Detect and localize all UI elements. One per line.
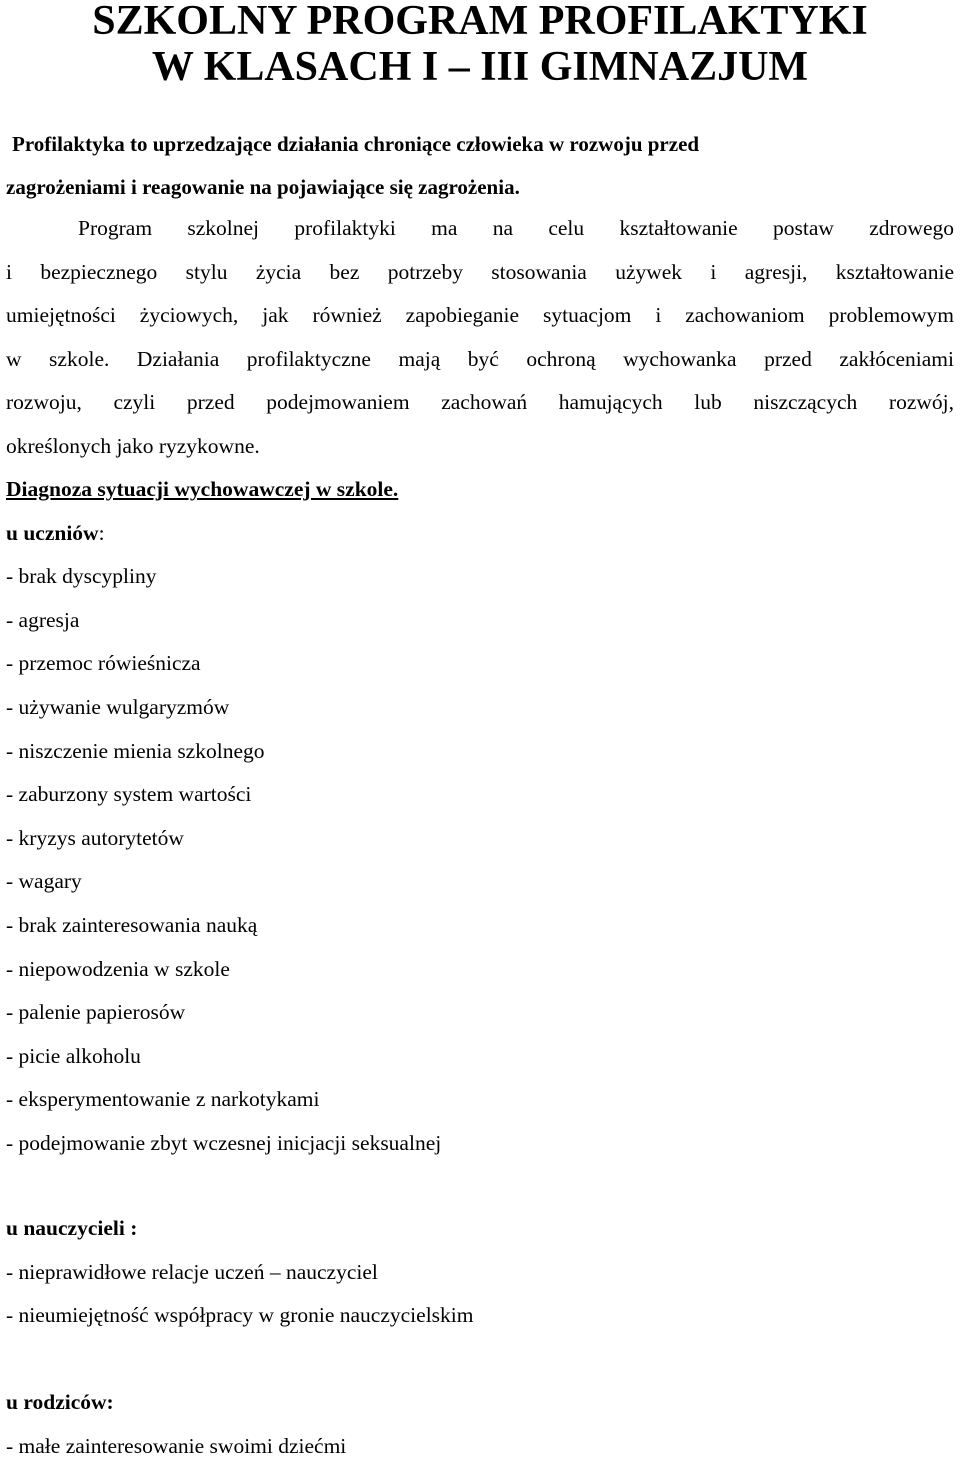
paragraph-line: umiejętności życiowych, jak również zapobieganie sytuacjom i zachowaniom problemowym	[6, 303, 954, 328]
students-label: u uczniów	[6, 520, 99, 545]
list-item: - palenie papierosów	[6, 1000, 186, 1025]
diagnosis-heading: Diagnoza sytuacji wychowawczej w szkole.	[6, 477, 399, 501]
list-item: - przemoc rówieśnicza	[6, 651, 201, 676]
paragraph-line: Program szkolnej profilaktyki ma na celu kształtowanie postaw zdrowego	[78, 216, 954, 240]
title-line-2: W KLASACH I – III GIMNAZJUM	[151, 44, 809, 90]
teachers-subheading: u nauczycieli :	[6, 1216, 138, 1240]
list-item: - wagary	[6, 869, 82, 894]
list-item: - zaburzony system wartości	[6, 782, 252, 807]
diagnosis-section	[6, 468, 441, 1166]
list-item: - używanie wulgaryzmów	[6, 694, 230, 719]
list-item: - agresja	[6, 607, 80, 632]
title-line-1: SZKOLNY PROGRAM PROFILAKTYKI	[92, 0, 868, 44]
list-item: - picie alkoholu	[6, 1043, 141, 1068]
list-item: - niepowodzenia w szkole	[6, 956, 230, 981]
program-paragraph	[6, 207, 954, 469]
intro-line-2: zagrożeniami i reagowanie na pojawiające się zagrożenia.	[6, 175, 520, 199]
intro-definition	[6, 123, 954, 209]
students-subheading	[6, 512, 441, 556]
list-item: - kryzys autorytetów	[6, 825, 184, 850]
document-title	[0, 0, 960, 90]
paragraph-line: w szkole. Działania profilaktyczne mają być ochroną wychowanka przed zakłóceniami	[6, 346, 954, 371]
students-label-colon: :	[98, 520, 105, 545]
parents-problem-list	[6, 1425, 346, 1468]
list-item: - nieprawidłowe relacje uczeń – nauczyciel	[6, 1259, 378, 1284]
paragraph-line: i bezpiecznego stylu życia bez potrzeby stosowania używek i agresji, kształtowanie	[6, 259, 954, 284]
list-item: - brak zainteresowania nauką	[6, 912, 258, 937]
parents-section	[6, 1381, 346, 1468]
paragraph-line: określonych jako ryzykowne.	[6, 433, 260, 458]
list-item: - eksperymentowanie z narkotykami	[6, 1087, 320, 1112]
students-problem-list	[6, 555, 441, 1165]
teachers-problem-list	[6, 1251, 473, 1338]
paragraph-line: rozwoju, czyli przed podejmowaniem zachowań hamujących lub niszczących rozwój,	[6, 390, 954, 415]
intro-line-1: Profilaktyka to uprzedzające działania chroniące człowieka w rozwoju przed	[12, 132, 700, 156]
parents-subheading: u rodziców:	[6, 1390, 114, 1414]
list-item: - podejmowanie zbyt wczesnej inicjacji seksualnej	[6, 1130, 442, 1155]
list-item: - małe zainteresowanie swoimi dziećmi	[6, 1433, 347, 1458]
list-item: - nieumiejętność współpracy w gronie nauczycielskim	[6, 1303, 474, 1328]
teachers-section	[6, 1207, 473, 1338]
list-item: - niszczenie mienia szkolnego	[6, 738, 265, 763]
list-item: - brak dyscypliny	[6, 564, 157, 589]
